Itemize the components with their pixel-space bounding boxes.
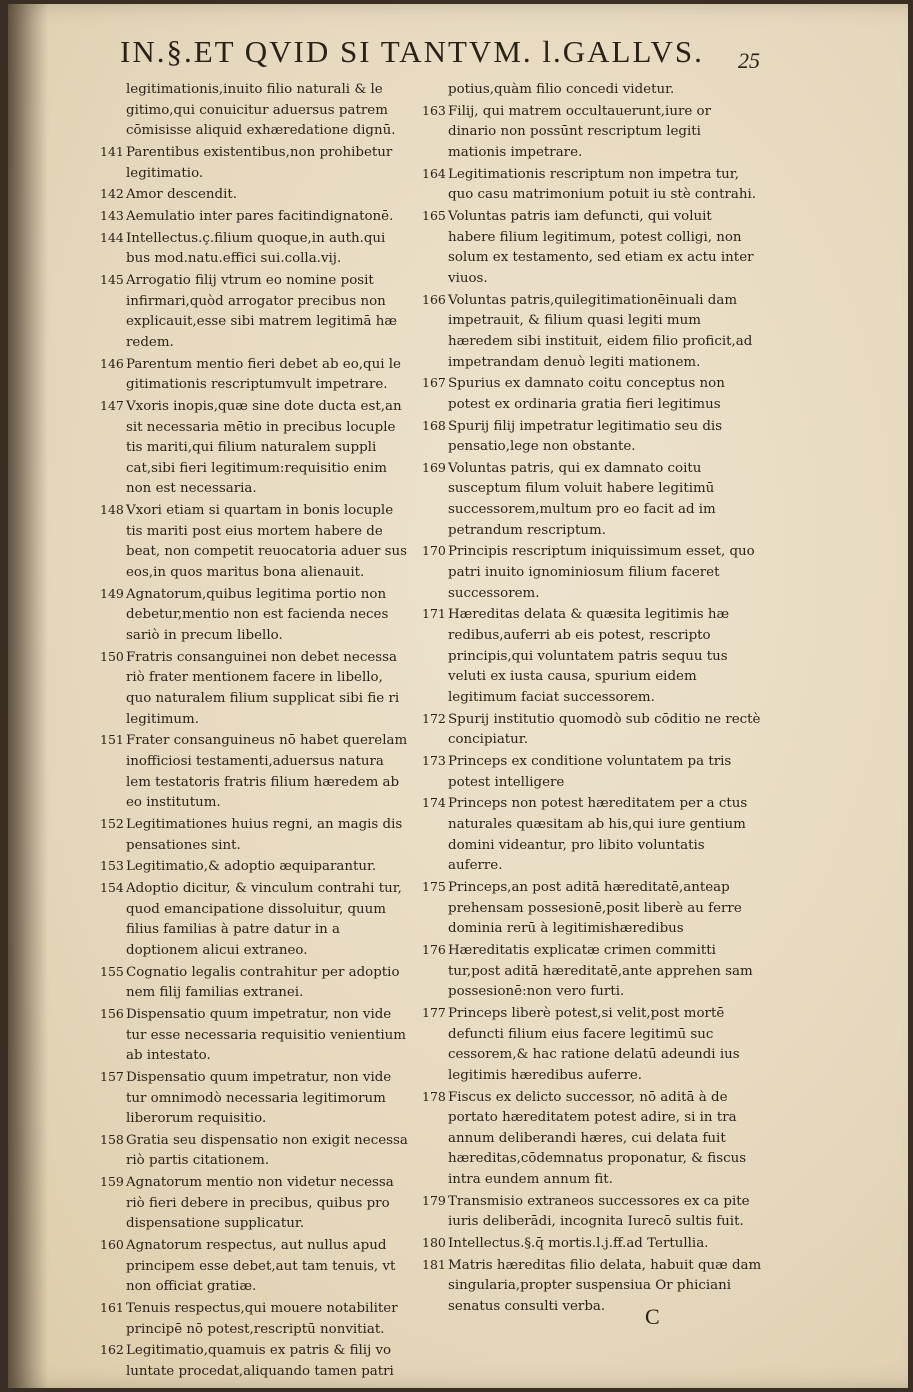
entry-text: Amor descendit. <box>126 187 237 203</box>
entry-text: Princeps,an post aditā hæreditatē,anteap prehensam possesionē,posit liberè au ferre dominia rerū à legitimishæredibus <box>448 879 742 937</box>
index-entry <box>100 142 408 184</box>
index-entry <box>422 416 762 458</box>
index-entry <box>422 80 762 101</box>
entry-number: 147 <box>100 397 124 413</box>
entry-number: 143 <box>100 207 124 223</box>
index-entry <box>422 751 762 793</box>
entry-text: Spurij filij impetratur legitimatio seu dis pensatio,lege non obstante. <box>448 418 723 455</box>
entry-text: Parentum mentio fieri debet ab eo,qui le gitimationis rescriptumvult impetrare. <box>126 356 401 393</box>
entry-number: 150 <box>100 648 124 664</box>
entry-text: Voluntas patris, qui ex damnato coitu susceptum filum voluit habere legitimū successorem,multum pro eo facit ad im petrandum rescriptum. <box>448 460 716 538</box>
entry-number: 141 <box>100 143 124 159</box>
index-entry <box>100 1004 408 1067</box>
index-entry <box>100 1172 408 1235</box>
index-entry <box>422 373 762 415</box>
entry-text: Agnatorum respectus, aut nullus apud principem esse debet,aut tam tenuis, vt non officiat gratiæ. <box>126 1238 396 1295</box>
index-entry <box>100 856 408 878</box>
entry-text: Spurius ex damnato coitu conceptus non potest ex ordinaria gratia fieri legitimus <box>448 376 725 412</box>
entry-number: 151 <box>100 732 124 748</box>
entry-text: Legitimationis rescriptum non impetra tur, quo casu matrimonium potuit iu stè contrahi. <box>448 166 757 203</box>
entry-number: 165 <box>422 207 446 223</box>
entry-number: 167 <box>422 375 446 391</box>
entry-text: Hæreditatis explicatæ crimen committi tur,post aditā hæreditatē,ante apprehen sam possesionē:non vero furti. <box>448 942 753 1000</box>
entry-number: 155 <box>100 963 124 979</box>
entry-text: Aemulatio inter pares facitindignatonē. <box>126 208 394 224</box>
entry-number: 163 <box>422 102 446 118</box>
entry-number: 168 <box>422 417 446 433</box>
entry-number: 152 <box>100 815 124 831</box>
entry-text: Agnatorum,quibus legitima portio non debetur,mentio non est facienda neces sariò in precum libello. <box>126 586 389 644</box>
index-entry <box>422 164 762 206</box>
index-entry <box>100 962 408 1004</box>
entry-text: potius,quàm filio concedi videtur. <box>448 82 675 97</box>
entry-text: Princeps liberè potest,si velit,post mortē defuncti filium eius facere legitimū suc cessorem,& hac ratione delatū adeundi ius legitimis hæredibus auferre. <box>448 1005 740 1083</box>
index-entry <box>100 354 408 396</box>
signature-mark: C <box>645 1304 660 1329</box>
page-number: 25 <box>738 48 760 73</box>
index-entry <box>100 270 408 354</box>
entry-text: Hæreditas delata & quæsita legitimis hæ redibus,auferri ab eis potest, rescripto principis,qui voluntatem patris sequu tus veluti ex iusta causa, spurium eidem legitimum faciat successorem. <box>448 607 730 706</box>
index-entry <box>422 206 762 290</box>
entry-number: 159 <box>100 1174 124 1190</box>
entry-number: 178 <box>422 1088 446 1104</box>
index-entry <box>422 101 762 164</box>
entry-number: 157 <box>100 1068 124 1084</box>
entry-text: Frater consanguineus nō habet querelam inofficiosi testamenti,aduersus natura lem testatoris fratris filium hæredem ab eo institutum. <box>126 733 408 811</box>
index-entry <box>100 878 408 962</box>
entry-number: 145 <box>100 271 124 287</box>
entry-text: Legitimationes huius regni, an magis dis pensationes sint. <box>126 816 403 853</box>
entry-text: Fiscus ex delicto successor, nō aditā à de portato hæreditatem potest adire, si in tra annum deliberandi hæres, cui delata fuit hæreditas,cōdemnatus proponatur, & fiscus intra eundem annum fit. <box>448 1089 747 1188</box>
index-entry <box>422 1191 762 1233</box>
entry-text: legitimationis,inuito filio naturali & le gitimo,qui conuicitur aduersus patrem cōmisisse aliquid exhæredatione dignū. <box>126 82 396 139</box>
index-entry <box>100 396 408 500</box>
entry-text: Intellectus.ç.filium quoque,in auth.qui bus mod.natu.effici sui.colla.vij. <box>126 230 386 267</box>
entry-number: 148 <box>100 502 124 518</box>
index-entry <box>422 541 762 604</box>
left-column <box>100 80 408 1383</box>
entry-text: Vxori etiam si quartam in bonis locuple tis mariti post eius mortem habere de beat, non competit reuocatoria aduer sus eos,in quos maritus bona alienauit. <box>126 503 407 581</box>
index-entry <box>422 290 762 374</box>
index-entry <box>100 1130 408 1172</box>
index-entry <box>100 184 408 206</box>
entry-text: Transmisio extraneos successores ex ca pite iuris deliberādi, incognita Iurecō sultis fuit. <box>448 1193 750 1230</box>
index-entry <box>422 1233 762 1255</box>
entry-text: Legitimatio,& adoptio æquiparantur. <box>126 859 377 875</box>
binding-gutter <box>8 4 48 1388</box>
entry-text: Tenuis respectus,qui mouere notabiliter principē nō potest,rescriptū nonvitiat. <box>126 1301 398 1337</box>
index-entry <box>422 793 762 877</box>
entry-text: Dispensatio quum impetratur, non vide tur esse necessaria requisitio venientium ab intestato. <box>126 1006 407 1064</box>
entry-number: 176 <box>422 941 446 957</box>
entry-text: Princeps ex conditione voluntatem pa tris potest intelligere <box>448 754 732 790</box>
index-entry <box>100 206 408 228</box>
entry-text: Adoptio dicitur, & vinculum contrahi tur, quod emancipatione dissoluitur, quum filius familias à patre datur in a doptionem alicui extraneo. <box>126 880 402 958</box>
index-entry <box>100 1298 408 1340</box>
index-entry <box>100 814 408 856</box>
entry-text: Princeps non potest hæreditatem per a ctus naturales quæsitam ab his,qui iure gentium domini videantur, pro libito voluntatis auferre. <box>448 796 748 874</box>
entry-text: Parentibus existentibus,non prohibetur legitimatio. <box>126 144 393 181</box>
entry-number: 180 <box>422 1235 446 1251</box>
entry-number: 142 <box>100 186 124 202</box>
index-entry <box>100 647 408 731</box>
index-entry <box>100 80 408 142</box>
entry-number: 144 <box>100 229 124 245</box>
entry-number: 158 <box>100 1131 124 1147</box>
index-entry <box>422 940 762 1003</box>
index-entry <box>100 730 408 814</box>
entry-number: 172 <box>422 710 446 726</box>
entry-text: Voluntas patris iam defuncti, qui voluit habere filium legitimum, potest colligi, non solum ex testamento, sed etiam ex actu inter viuos. <box>448 208 754 286</box>
index-entry <box>422 709 762 751</box>
index-entry <box>100 228 408 270</box>
entry-number: 177 <box>422 1004 446 1020</box>
entry-text: Filij, qui matrem occultauerunt,iure or dinario non possūnt rescriptum legiti mationis impetrare. <box>448 103 712 160</box>
index-entry <box>422 458 762 542</box>
entry-text: Voluntas patris,quilegitimationēinuali dam impetrauit, & filium quasi legiti mum hæredem sibi instituit, eidem filio proficit,ad impetrandam denuò legiti mationem. <box>448 292 753 370</box>
index-entry <box>422 1003 762 1087</box>
entry-text: Matris hæreditas filio delata, habuit quæ dam singularia,propter suspensiua Or phiciani senatus consulti verba. <box>448 1257 762 1315</box>
index-entry <box>100 584 408 647</box>
entry-text: Vxoris inopis,quæ sine dote ducta est,an sit necessaria mētio in precibus locuple tis mariti,qui filium naturalem suppli cat,sibi fieri legitimum:requisitio enim non est necessaria. <box>126 398 402 497</box>
index-entry <box>100 1067 408 1130</box>
entry-text: Cognatio legalis contrahitur per adoptio nem filij familias extranei. <box>126 964 400 1001</box>
index-entry <box>100 500 408 584</box>
running-header: IN.§.ET QVID SI TANTVM. l.GALLVS. <box>120 34 704 69</box>
index-entry <box>100 1235 408 1298</box>
entry-number: 171 <box>422 606 446 622</box>
entry-number: 153 <box>100 858 124 874</box>
entry-text: Intellectus.§.q̄ mortis.l.j.ff.ad Tertullia. <box>448 1236 709 1252</box>
entry-text: Legitimatio,quamuis ex patris & filij vo luntate procedat,aliquando tamen patri <box>126 1343 394 1380</box>
entry-number: 175 <box>422 878 446 894</box>
entry-number: 181 <box>422 1256 446 1272</box>
index-entry <box>422 877 762 940</box>
entry-number: 149 <box>100 585 124 601</box>
entry-number: 174 <box>422 795 446 811</box>
entry-text: Agnatorum mentio non videtur necessa riò fieri debere in precibus, quibus pro dispensatione supplicatur. <box>126 1175 394 1232</box>
entry-number: 154 <box>100 879 124 895</box>
entry-text: Gratia seu dispensatio non exigit necessa riò partis citationem. <box>126 1132 408 1169</box>
entry-number: 169 <box>422 459 446 475</box>
right-column <box>422 80 762 1318</box>
index-entry <box>422 604 762 708</box>
entry-number: 164 <box>422 165 446 181</box>
entry-text: Arrogatio filij vtrum eo nomine posit infirmari,quòd arrogator precibus non explicauit,esse sibi matrem legitimā hæ redem. <box>126 272 397 350</box>
entry-number: 173 <box>422 753 446 768</box>
index-entry <box>422 1087 762 1191</box>
entry-number: 161 <box>100 1300 124 1316</box>
entry-text: Spurij institutio quomodò sub cōditio ne rectè concipiatur. <box>448 711 761 748</box>
entry-number: 156 <box>100 1005 124 1021</box>
entry-number: 179 <box>422 1192 446 1208</box>
entry-number: 170 <box>422 543 446 559</box>
index-entry <box>100 1340 408 1382</box>
index-entry <box>422 1255 762 1318</box>
entry-text: Dispensatio quum impetratur, non vide tur omnimodò necessaria legitimorum liberorum requisitio. <box>126 1069 392 1127</box>
entry-text: Principis rescriptum iniquissimum esset, quo patri inuito ignominiosum filium faceret successorem. <box>448 544 755 601</box>
entry-number: 162 <box>100 1342 124 1358</box>
entry-text: Fratris consanguinei non debet necessa riò frater mentionem facere in libello, quo naturalem filium supplicat sibi fie ri legitimum. <box>126 649 400 727</box>
entry-number: 160 <box>100 1237 124 1253</box>
entry-number: 146 <box>100 355 124 371</box>
entry-number: 166 <box>422 291 446 307</box>
